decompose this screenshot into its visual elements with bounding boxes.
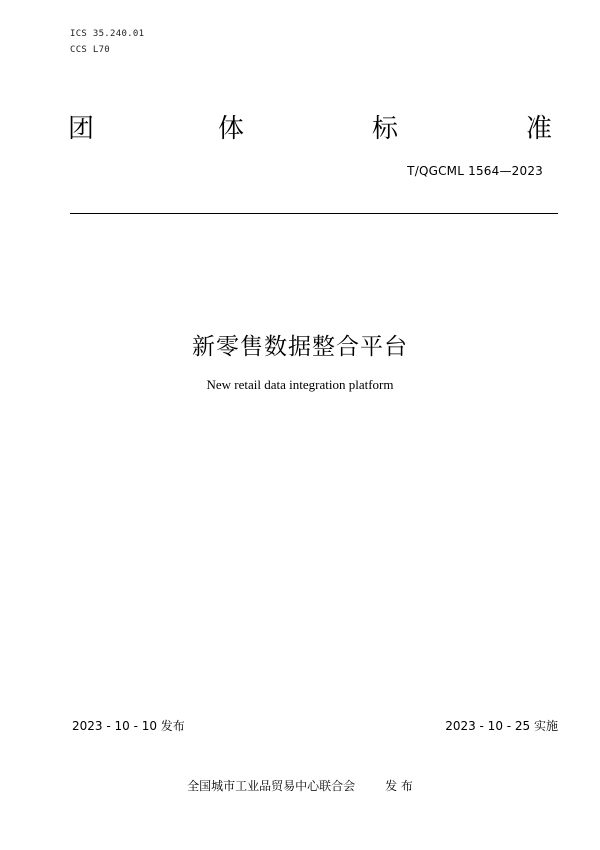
- english-title: New retail data integration platform: [206, 377, 394, 392]
- implementation-date: 2023 - 10 - 25 实施: [445, 719, 558, 733]
- chinese-title: 新零售数据整合平台: [192, 334, 408, 360]
- publisher-name: 全国城市工业品贸易中心联合会: [187, 779, 356, 793]
- ics-code: ICS 35.240.01: [70, 29, 145, 39]
- standard-type-char: 标: [372, 114, 399, 144]
- publish-action: 发 布: [385, 779, 413, 793]
- ccs-code: CCS L70: [70, 45, 111, 55]
- standard-type-char: 准: [526, 114, 553, 144]
- issue-date: 2023 - 10 - 10 发布: [72, 719, 185, 733]
- standard-type-char: 体: [218, 114, 245, 144]
- publisher-line: [0, 777, 600, 794]
- standard-number: T/QGCML 1564—2023: [407, 164, 543, 178]
- standard-type-char: 团: [68, 114, 95, 144]
- header-divider: [70, 213, 558, 214]
